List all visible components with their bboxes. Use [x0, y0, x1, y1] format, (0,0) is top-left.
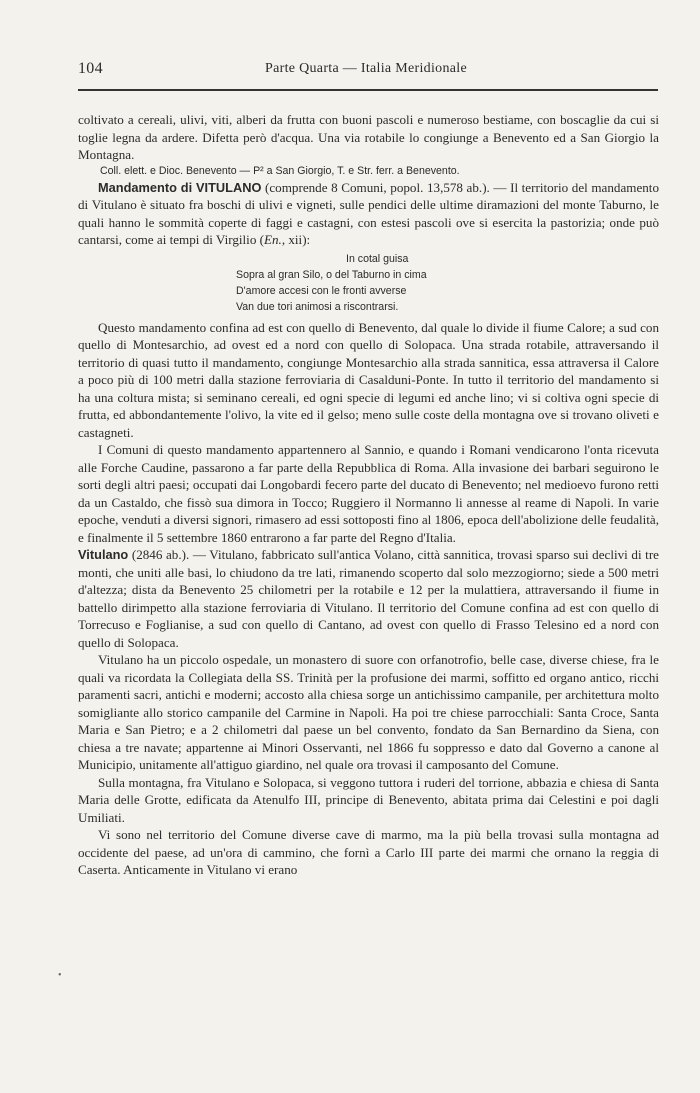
section-heading: Vitulano	[78, 547, 129, 562]
verse-line: In cotal guisa	[346, 252, 409, 265]
page-number: 104	[78, 60, 103, 77]
header-rule	[78, 89, 658, 91]
paragraph: I Comuni di questo mandamento appartennero al Sannio, e quando i Romani vendicarono l'onta ricevuta alle Forche Caudine, passarono a far parte della Repubblica di Roma. Alla invasione dei barbari seguirono le sorti degli altri paesi; occupati dai Longobardi fecero parte del ducato di Benevento; nel medioevo furono retti da un Castaldo, che fissò sua dimora in Tocco; Ruggiero il Normanno li annesse al reame di Napoli. In varie epoche, venduti a diversi signori, rimasero ad essi sottoposti fino al 1806, epoca dell'abolizione delle feudalità, e finalmente il 5 settembre 1860 entrarono a far parte del Regno d'Italia.	[78, 442, 659, 545]
paragraph: Vitulano (2846 ab.). — Vitulano, fabbricato sull'antica Volano, città sannitica, trovasi sparso sui declivi di tre monti, che uniti alle basi, lo chiudono da tre lati, rimanendo scoperto dal solo mezzogiorno; siede a 500 metri d'altezza; dista da Benevento 25 chilometri per la rotabile e 12 per la mulattiera, attraversando il fiume in battello dirimpetto alla stazione ferroviaria di Vitulano. Il territorio del Comune confina ad est con quello di Torrecuso e Foglianise, a sud con quello di Cantano, ad ovest con quello di Frasso Telesino ed a nord con quello di Solopaca.	[78, 547, 659, 650]
paragraph: Questo mandamento confina ad est con quello di Benevento, dal quale lo divide il fiume Calore; a sud con quello di Montesarchio, ad ovest ed a nord con quello di Solopaca. Una strada rotabile, attraversando il territorio di quasi tutto il mandamento, congiunge Montesarchio alla strada sannitica, essa attraversa il Calore a poco più di 100 metri dalla stazione ferroviaria di Casalduni-Ponte. In tutto il territorio del mandamento si ha una coltura mista; si seminano cereali, ed ogni specie di legumi ed anche lino; vi si coltiva ogni specie di frutta, ed abbondantemente l'olivo, la vite ed il gelso; meno sulle coste della montagna ove si trovano oliveti e castagneti.	[78, 319, 659, 440]
verse-line: D'amore accesi con le fronti avverse	[236, 284, 407, 297]
verse-line: Van due tori animosi a riscontrarsi.	[236, 300, 399, 313]
citation: En.	[264, 232, 282, 247]
footnote-info: Coll. elett. e Dioc. Benevento — P² a San Giorgio, T. e Str. ferr. a Benevento.	[100, 164, 460, 177]
paragraph: Vi sono nel territorio del Comune diverse cave di marmo, ma la più bella trovasi sulla montagna ad occidente del paese, ad un'ora di cammino, che fornì a Carlo III parte dei marmi che ornano la reggia di Caserta. Anticamente in Vitulano vi erano	[78, 827, 659, 877]
paragraph: coltivato a cereali, ulivi, viti, alberi da frutta con buoni pascoli e numeroso bestiame, con boscaglie da cui si toglie legna da ardere. Difetta però d'acqua. Una via rotabile lo congiunge a Benevento ed a San Giorgio la Montagna.	[78, 112, 659, 162]
body-text	[78, 111, 659, 879]
paragraph: Mandamento di VITULANO (comprende 8 Comuni, popol. 13,578 ab.). — Il territorio del mandamento di Vitulano è situato fra boschi di ulivi e vigneti, sulle pendici delle ultime diramazioni del monte Taburno, le quali hanno le sommità coperte di faggi e castagni, con estesi pascoli ove si esercita la pastorizia; onde può cantarsi, come ai tempi di Virgilio (En., xii):	[78, 179, 659, 247]
verse-quote	[236, 251, 659, 315]
paragraph: Sulla montagna, fra Vitulano e Solopaca, si veggono tuttora i ruderi del torrione, abbazia e chiesa di Santa Maria delle Grotte, edificata da Atenulfo III, principe di Benevento, abitata prima dai Celestini e poi dagli Umiliati.	[78, 774, 659, 825]
page-header	[78, 60, 654, 84]
section-heading: Mandamento di VITULANO	[98, 179, 262, 195]
running-title: Parte Quarta — Italia Meridionale	[265, 61, 467, 76]
verse-line: Sopra al gran Silo, o del Taburno in cima	[236, 268, 427, 281]
paragraph: Vitulano ha un piccolo ospedale, un monastero di suore con orfanotrofio, belle case, diverse chiese, fra le quali va ricordata la Collegiata della SS. Trinità per la profusione dei marmi, soffitto ed organo antico, ricchi paramenti sacri, antichi e moderni; accosto alla chiesa sorge un antichissimo campanile, per architettura molto somigliante allo storico campanile del Carmine in Napoli. Ha poi tre chiese parrocchiali: Santa Croce, Santa Maria e San Pietro; e a 2 chilometri dal paese un bel convento, fondato da San Bernardino da Siena, con chiesa a tre navate; appartenne ai Minori Osservanti, nel 1866 fu soppresso e dato dal Governo a canone al Municipio, unitamente all'attiguo giardino, nel quale ora trovasi il camposanto del Comune.	[78, 652, 659, 772]
margin-mark: •	[58, 970, 62, 981]
